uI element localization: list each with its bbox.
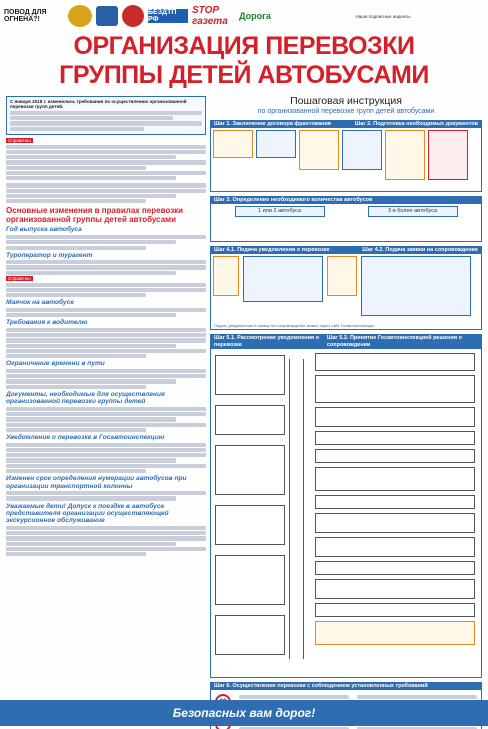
povod-logo: ПОВОД ДЛЯ ОГНЕНА?! [4,9,47,23]
title-line-1: ОРГАНИЗАЦИЯ ПЕРЕВОЗКИ [73,32,415,60]
logo-bar [4,3,484,29]
subsection-excursion: Уважаемые дети! Допуск к поездке в автобусе представителя организации осуществляющей экскурсионное обслуживание [6,502,169,525]
reference-block [6,138,206,180]
step-5 [210,334,482,678]
page-title [10,32,478,90]
footer-banner: Безопасных вам дорог! [0,700,488,726]
subsection-touroperator: Туроператор и турагент [6,251,93,259]
step-4-note: Подать уведомление в заявку на сопровождение можно через сайт Госавтоинспекции [214,323,375,328]
option-three-plus-buses: 3 и более автобуса [368,206,458,217]
step-1-2 [210,120,482,192]
doroga-logo: Дорога [239,11,271,21]
title-line-2: ГРУППЫ ДЕТЕЙ АВТОБУСАМИ [59,61,429,89]
step-3 [210,196,482,242]
instruction-title: Пошаговая инструкция [290,95,402,107]
round-emblem-icon [122,5,144,27]
step-6-heading: Шаг 6. Осуществление перевозки с соблюдением установленных требований [211,683,481,690]
step-5-heading: Шаг 5.1. Рассмотрение уведомления о перевозке Шаг 5.2. Принятие Госавтоинспекцией решения о сопровождении [211,335,481,349]
intro-box [6,96,206,135]
intro-text: С января 2018 г. изменились требования по осуществлению организованной перевозки групп детей. [10,99,187,110]
subsection-beacon: Маячок на автобусе [6,299,74,307]
step-3-heading: Шаг 3. Определение необходимого количества автобусов [211,197,481,204]
bezdtp-logo: БЕЗДТП РФ [148,9,188,23]
step-4 [210,246,482,330]
fss-logo-icon [96,6,118,26]
subsection-bus-year: Год выпуска автобуса [6,226,82,234]
left-column [6,96,206,692]
reference-tag-2: Справочно [8,276,31,282]
subsection-notification: Уведомление о перевозке в Госавтоинспекцию [6,434,165,442]
right-column [210,96,482,692]
reference-tag: Справочно [8,138,31,144]
mvd-emblem-icon [68,5,92,27]
subscription-note: Наши подписные индексы [355,13,411,19]
subsection-numbering: Изменен срок определения нумерации автобусов при организации транспортной колонны [6,475,187,490]
subsection-driver: Требования к водителю [6,319,88,327]
subsection-time-limit: Ограничение времени в пути [6,360,105,368]
instruction-subtitle: по организованной перевозке групп детей автобусами [257,108,435,115]
definition-block [6,183,206,203]
changes-heading: Основные изменения в правилах перевозки организованной группы детей автобусами [6,206,184,225]
step-4-heading: Шаг 4.1. Подача уведомления о перевозке Шаг 4.2. Подача заявки на сопровождение [211,247,481,254]
step-1-heading: Шаг 1. Заключение договора фрахтования Шаг 2. Подготовка необходимых документов [211,121,481,128]
option-one-two-buses: 1 или 2 автобуса [235,206,325,217]
stop-logo: STOP газета [192,5,228,27]
subsection-documents: Документы, необходимые для осуществления организованной перевозки группы детей [6,390,165,406]
